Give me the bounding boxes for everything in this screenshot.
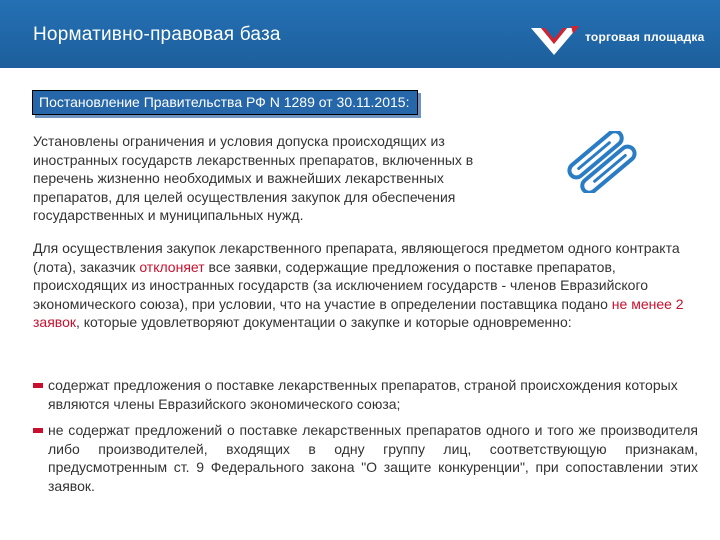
bullet-marker-icon — [33, 428, 43, 433]
main-text-part1: Для осуществления закупок лекарственного препарата, являющегося предметом одного контракта (лота), заказчик — [33, 240, 680, 275]
paperclip-icon — [566, 131, 638, 193]
list-item-text: содержат предложения о поставке лекарственных препаратов, страной происхождения которых являются члены Евразийского экономического союза; — [48, 377, 678, 412]
list-item — [33, 421, 698, 495]
main-text-part2: все заявки, содержащие предложения о поставке препаратов, происходящих из иностранных государств (за исключением государств - членов Евразийского экономического союза), при условии, что на участие в определении поставщика подано — [33, 258, 649, 312]
list-item-text: не содержат предложений о поставке лекарственных препаратов одного и того же производителя либо производителей, входящих в одну группу лиц, соответствующую признакам, предусмотренным ст. 9 Федерального закона "О защите конкуренции", при сопоставлении этих заявок. — [48, 422, 698, 494]
logo-text: торговая площадка — [585, 30, 705, 44]
list-item — [33, 376, 698, 413]
header-bar — [0, 0, 720, 68]
highlight-min-bids: не менее 2 заявок — [33, 295, 684, 331]
highlight-rejects: отклоняет — [139, 258, 205, 275]
logo[interactable] — [527, 24, 707, 56]
main-text-part3: , которые удовлетворяют документации о закупке и которые одновременно: — [75, 314, 572, 331]
bullet-marker-icon — [33, 383, 43, 388]
main-paragraph — [33, 239, 693, 332]
resolution-title: Постановление Правительства РФ N 1289 от 30.11.2015: — [32, 90, 418, 115]
torgovaya-ploshchadka-logo-icon — [527, 24, 581, 56]
page-title: Нормативно-правовая база — [33, 24, 281, 45]
intro-paragraph: Установлены ограничения и условия допуска происходящих из иностранных государств лекарственных препаратов, включенных в перечень жизненно необходимых и важнейших лекарственных препаратов, для целей осуществления закупок для обеспечения государственных и муниципальных нужд. — [33, 133, 474, 223]
